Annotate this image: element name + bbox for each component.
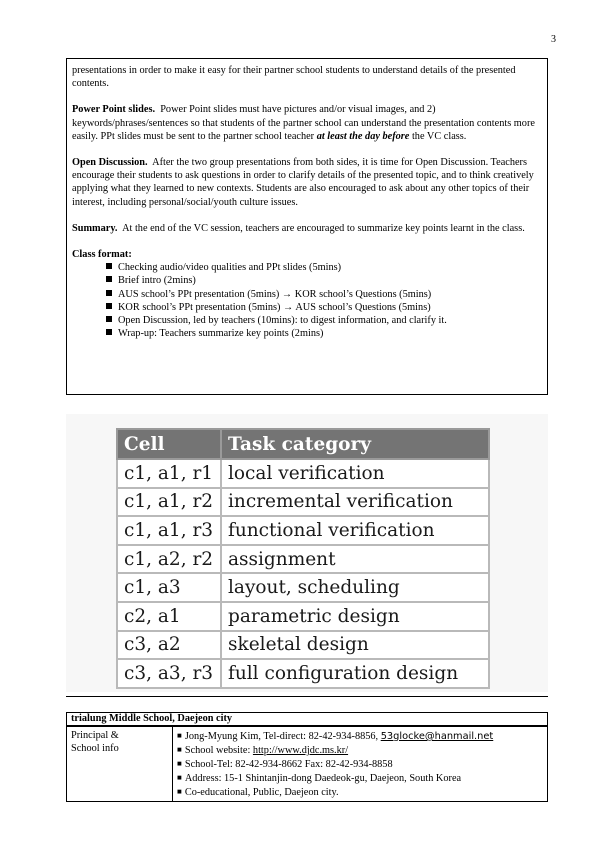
presentations-continued: presentations in order to make it easy for their partner school students to understand details of the presented contents. [72, 65, 516, 90]
ppt-heading: Power Point slides. [72, 104, 156, 116]
bullet-icon: ■ [177, 745, 182, 754]
header-cell: Cell [117, 429, 221, 459]
class-format-heading: Class format: [72, 249, 132, 261]
square-bullet-icon [106, 329, 112, 335]
table-row: c1, a1, r1 local verification [117, 459, 489, 488]
ppt-paragraph [72, 103, 542, 143]
open-discussion-text: After the two group presentations from both sides, it is time for Open Discussion. Teachers encourage their students to ask questions in order to clarify details of the presented topic, and to think creatively applying what they learned to new contexts. Students are also encouraged to ask about any other topics of their interest, including personal/social/youth culture issues. [72, 157, 534, 208]
bullet-icon: ■ [177, 759, 182, 768]
website-link[interactable]: http://www.djdc.ms.kr/ [252, 745, 349, 756]
school-info-label: Principal & School info [67, 727, 173, 802]
bullet-icon: ■ [177, 787, 182, 796]
table-row: c1, a1, r2 incremental verification [117, 488, 489, 517]
page-number: 3 [551, 34, 556, 45]
list-item: Wrap-up: Teachers summarize key points (2mins) [106, 327, 542, 340]
school-title: trialung Middle School, Daejeon city [66, 712, 548, 726]
table-row: c1, a1, r3 functional verification [117, 516, 489, 545]
square-bullet-icon [106, 316, 112, 322]
ppt-emphasis: at least the day before [316, 130, 410, 142]
square-bullet-icon [106, 263, 112, 269]
list-item: ■ Address: 15-1 Shintanjin-dong Daedeok-gu, Daejeon, South Korea [177, 773, 462, 784]
list-item: Checking audio/video qualities and PPt slides (5mins) [106, 261, 542, 274]
table-row: c3, a3, r3 full configuration design [117, 659, 489, 688]
list-item: ■ School website: http://www.djdc.ms.kr/ [177, 745, 349, 756]
list-item: Brief intro (2mins) [106, 274, 542, 287]
header-task-category: Task category [221, 429, 489, 459]
list-item: ■ School-Tel: 82-42-934-8662 Fax: 82-42-934-8858 [177, 759, 393, 770]
section-divider [66, 696, 548, 697]
class-format-list [72, 261, 542, 340]
school-info-details [173, 727, 548, 802]
summary-paragraph [72, 222, 542, 235]
email-link[interactable]: 53glocke@hanmail.net [380, 731, 494, 742]
bullet-icon: ■ [177, 731, 182, 740]
ppt-text-1: Power Point slides must have pictures and/or visual images, and 2) keywords/phrases/sentences so that students of the partner school can understand the presentation contents more easily. PPt slides must be sent to the partner school teacher [72, 104, 535, 142]
school-info-table [66, 726, 548, 802]
list-item: ■ Jong-Myung Kim, Tel-direct: 82-42-934-8856, 53glocke@hanmail.net [177, 731, 494, 742]
list-item: Open Discussion, led by teachers (10mins): to digest information, and clarify it. [106, 314, 542, 327]
square-bullet-icon [106, 303, 112, 309]
square-bullet-icon [106, 290, 112, 296]
vc-guidelines-box [66, 58, 548, 395]
list-item: KOR school’s PPt presentation (5mins) → AUS school’s Questions (5mins) [106, 301, 542, 314]
open-discussion-paragraph [72, 156, 542, 209]
table-row: c1, a2, r2 assignment [117, 545, 489, 574]
task-category-table [116, 428, 490, 689]
summary-text: At the end of the VC session, teachers are encouraged to summarize key points learnt in the class. [122, 222, 525, 234]
list-item: ■ Co-educational, Public, Daejeon city. [177, 787, 339, 798]
table-header-row [117, 429, 489, 459]
table-row: c3, a2 skeletal design [117, 631, 489, 660]
list-item: AUS school’s PPt presentation (5mins) → KOR school’s Questions (5mins) [106, 288, 542, 301]
table-row: c2, a1 parametric design [117, 602, 489, 631]
bullet-icon: ■ [177, 773, 182, 782]
table-row: c1, a3 layout, scheduling [117, 573, 489, 602]
square-bullet-icon [106, 276, 112, 282]
summary-heading: Summary. [72, 222, 118, 234]
ppt-text-2: the VC class. [411, 130, 467, 142]
open-discussion-heading: Open Discussion. [72, 157, 148, 169]
